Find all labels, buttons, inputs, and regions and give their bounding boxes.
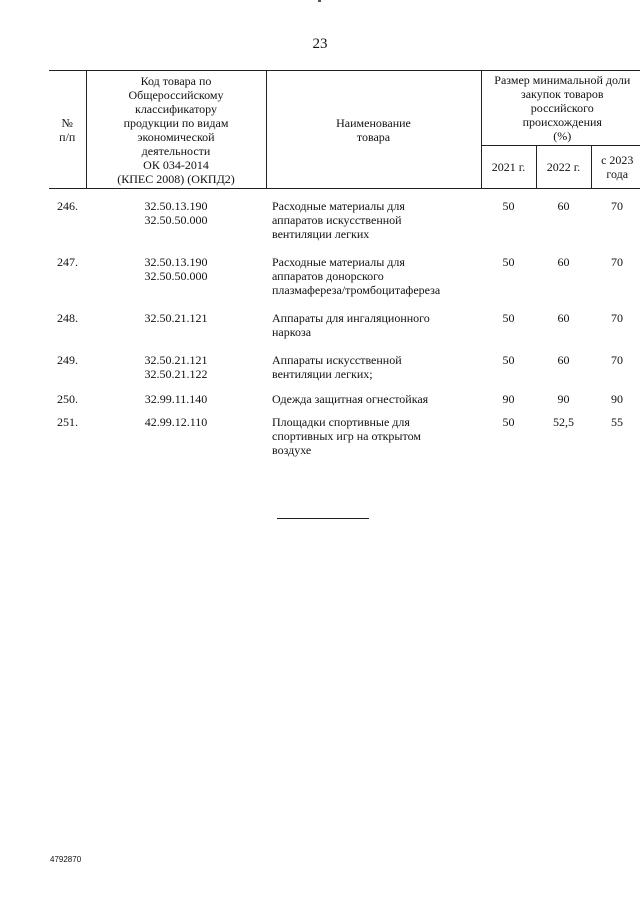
row-value-2023: 70 — [611, 311, 624, 325]
row-value-2022: 60 — [557, 199, 570, 213]
row-value-2021: 50 — [502, 255, 515, 269]
goods-table — [49, 70, 640, 457]
row-value-2023: 70 — [611, 255, 624, 269]
row-value-2023: 90 — [611, 392, 624, 406]
row-value-2022: 90 — [557, 392, 570, 406]
row-value-2023: 55 — [611, 415, 624, 429]
row-codes: 32.99.11.140 — [144, 392, 208, 406]
row-value-2021: 50 — [502, 353, 515, 367]
row-number: 249. — [57, 353, 78, 367]
row-value-2023: 70 — [611, 199, 624, 213]
row-value-2021: 50 — [502, 415, 515, 429]
header-name: Наименование товара — [266, 71, 481, 189]
row-codes: 32.50.21.121 — [144, 311, 208, 325]
table-row — [49, 255, 640, 297]
row-value-2022: 52,5 — [553, 415, 574, 429]
document-id: 4792870 — [50, 855, 82, 864]
end-rule — [277, 518, 369, 519]
header-year-2022: 2022 г. — [536, 146, 591, 189]
table-row — [49, 415, 640, 457]
row-name: Аппараты искусственной вентиляции легких; — [272, 353, 402, 381]
row-codes: 32.50.21.121 32.50.21.122 — [144, 353, 208, 381]
row-value-2022: 60 — [557, 255, 570, 269]
row-name: Одежда защитная огнестойкая — [272, 392, 429, 406]
table-row — [49, 353, 640, 381]
row-number: 250. — [57, 392, 78, 406]
row-codes: 32.50.13.190 32.50.50.000 — [144, 255, 208, 283]
row-codes: 32.50.13.190 32.50.50.000 — [144, 199, 208, 227]
row-name: Расходные материалы для аппаратов донорского плазмафереза/тромбоцитафереза — [272, 255, 441, 297]
header-share-group: Размер минимальной доли закупок товаров российского происхождения (%) — [481, 71, 640, 146]
header-code: Код товара по Общероссийскому классификатору продукции по видам экономической деятельности ОК 034-2014 (КПЕС 2008) (ОКПД2) — [86, 71, 266, 189]
row-number: 247. — [57, 255, 78, 269]
row-number: 248. — [57, 311, 78, 325]
row-value-2022: 60 — [557, 353, 570, 367]
row-number: 251. — [57, 415, 78, 429]
table-row — [49, 392, 640, 406]
row-value-2021: 50 — [502, 199, 515, 213]
page-number: 23 — [312, 36, 328, 52]
row-name: Аппараты для ингаляционного наркоза — [272, 311, 430, 339]
row-value-2022: 60 — [557, 311, 570, 325]
row-codes: 42.99.12.110 — [144, 415, 208, 429]
table-row — [49, 311, 640, 339]
row-name: Площадки спортивные для спортивных игр на открытом воздухе — [272, 415, 421, 457]
page-mark — [318, 0, 321, 2]
row-value-2021: 90 — [502, 392, 515, 406]
row-name: Расходные материалы для аппаратов искусственной вентиляции легких — [272, 199, 405, 241]
row-number: 246. — [57, 199, 78, 213]
header-number: № п/п — [49, 71, 86, 189]
table-row — [49, 189, 640, 242]
row-value-2023: 70 — [611, 353, 624, 367]
header-year-2023: с 2023 года — [591, 146, 640, 189]
row-value-2021: 50 — [502, 311, 515, 325]
header-year-2021: 2021 г. — [481, 146, 536, 189]
